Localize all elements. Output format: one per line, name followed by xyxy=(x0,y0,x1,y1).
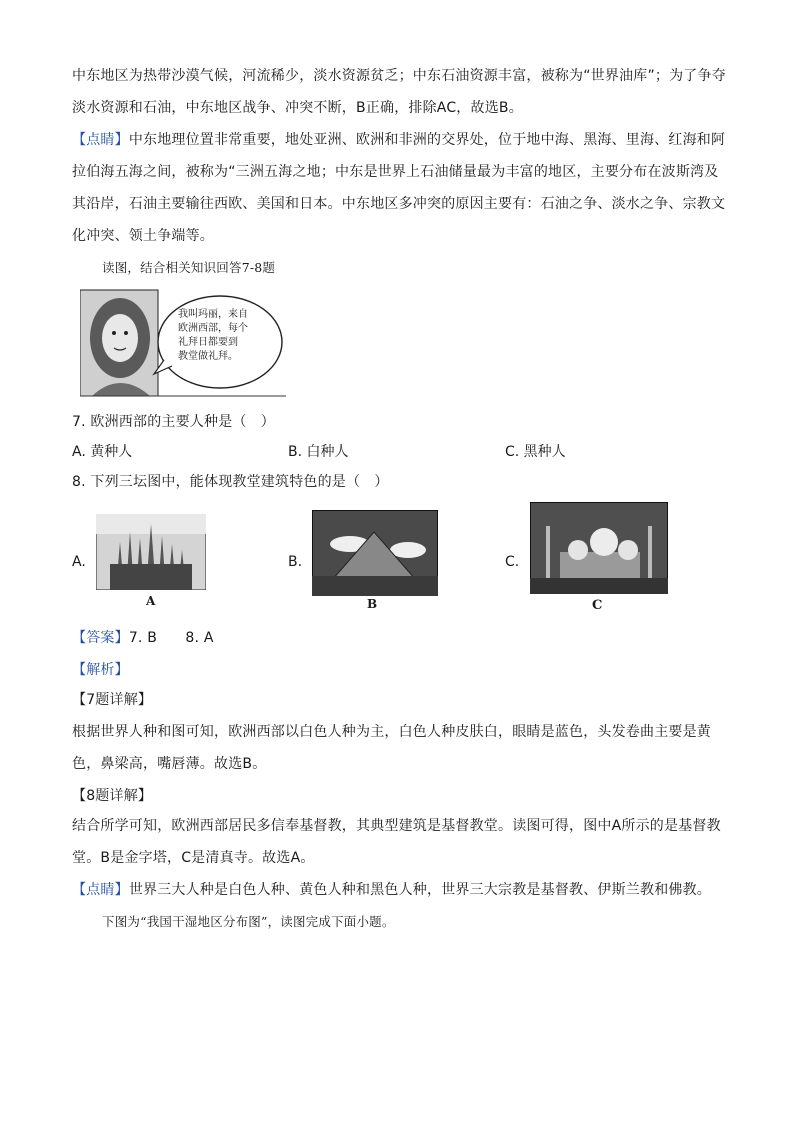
q8-detail-line: 结合所学可知，欧洲西部居民多信奉基督教，其典型建筑是基督教堂。读图可得，图中A所示的是基督教 xyxy=(72,818,721,834)
q7-detail-line: 色，鼻梁高，嘴唇薄。故选B。 xyxy=(72,756,267,772)
speech-line: 我叫玛丽，来自 xyxy=(178,309,248,320)
cathedral-illustration xyxy=(96,514,206,590)
figure-caption-c: C xyxy=(592,598,603,613)
next-question-intro: 下图为“我国干湿地区分布图”，读图完成下面小题。 xyxy=(102,914,395,929)
note-tag: 【点睛】 xyxy=(72,132,129,148)
speech-line: 欧洲西部，每个 xyxy=(178,323,248,334)
answer-tag: 【答案】 xyxy=(72,630,129,646)
question-7-stem: 7. 欧洲西部的主要人种是（ ） xyxy=(72,414,276,430)
speech-bubble-text xyxy=(178,308,248,364)
note-text: 世界三大人种是白色人种、黄色人种和黑色人种，世界三大宗教是基督教、伊斯兰教和佛教。 xyxy=(128,882,712,898)
paragraph-line: 淡水资源和石油，中东地区战争、冲突不断，B正确，排除AC，故选B。 xyxy=(72,100,523,116)
portrait-figure xyxy=(80,288,290,398)
q7-detail-line: 根据世界人种和图可知，欧洲西部以白色人种为主，白色人种皮肤白，眼睛是蓝色，头发卷曲主要是黄 xyxy=(72,724,711,740)
note-line xyxy=(72,880,711,900)
mosque-illustration xyxy=(530,502,668,594)
note-line: 拉伯海五海之间，被称为“三洲五海之地；中东是世界上石油储量最为丰富的地区，主要分布在波斯湾及 xyxy=(72,164,719,180)
mosque-image xyxy=(530,502,668,594)
note-line: 其沿岸，石油主要输往西欧、美国和日本。中东地区多冲突的原因主要有：石油之争、淡水之争、宗教文 xyxy=(72,196,726,212)
figure-caption-b: B xyxy=(367,597,378,611)
note-tag: 【点睛】 xyxy=(72,882,129,898)
pyramid-image xyxy=(312,510,438,596)
note-line: 化冲突、领土争端等。 xyxy=(72,228,214,244)
note-line: 中东地理位置非常重要，地处亚洲、欧洲和非洲的交界处，位于地中海、黑海、里海、红海和阿 xyxy=(128,132,726,148)
question-8-stem: 8. 下列三坛图中，能体现教堂建筑特色的是（ ） xyxy=(72,474,389,490)
q7-option-a: A. 黄种人 xyxy=(72,444,133,460)
q8-option-c-label: C. xyxy=(505,554,520,570)
answer-text: 7. B 8. A xyxy=(128,630,214,646)
pyramid-illustration xyxy=(312,510,438,596)
cathedral-image xyxy=(96,514,206,590)
note-paragraph xyxy=(72,130,725,150)
q7-detail-heading: 【7题详解】 xyxy=(72,692,153,708)
speech-line: 礼拜日都要到 xyxy=(178,337,238,348)
q7-option-b: B. 白种人 xyxy=(288,444,349,460)
q7-option-c: C. 黑种人 xyxy=(505,444,566,460)
answer-line xyxy=(72,628,214,648)
paragraph-line: 中东地区为热带沙漠气候，河流稀少，淡水资源贫乏；中东石油资源丰富，被称为“世界油库”；为了争夺 xyxy=(72,68,726,84)
figure-caption-a: A xyxy=(146,594,156,608)
q8-detail-heading: 【8题详解】 xyxy=(72,788,153,804)
q8-option-a-label: A. xyxy=(72,554,86,570)
speech-line: 教堂做礼拜。 xyxy=(178,351,238,362)
question-intro: 读图，结合相关知识回答7-8题 xyxy=(102,260,276,275)
q8-option-b-label: B. xyxy=(288,554,303,570)
q8-detail-line: 堂。B是金字塔，C是清真寺。故选A。 xyxy=(72,850,315,866)
analysis-tag: 【解析】 xyxy=(72,662,129,678)
